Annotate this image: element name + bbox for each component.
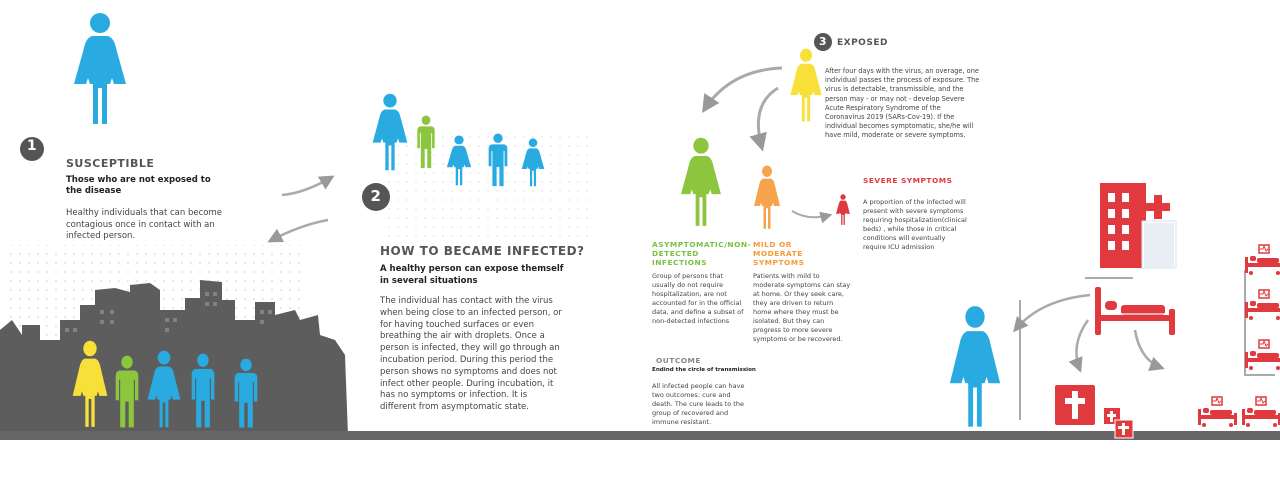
icu-bed-icon [1245, 338, 1280, 371]
step-2-title: HOW TO BECAME INFECTED? [380, 244, 585, 258]
icu-bed-icon [1245, 288, 1280, 321]
asymptomatic-body: Group of persons that usually do not require hospitalization, are not accounted for in the official data, and define a subset of non-detected infections [652, 272, 744, 325]
curved-arrow-icon [1010, 290, 1170, 390]
woman-figure-icon [752, 165, 782, 231]
woman-figure-icon [835, 194, 851, 226]
outcome-subtitle: Endind the circle of transmission [652, 367, 756, 373]
mild-title: MILD OR MODERATE SYMPTOMS [753, 240, 805, 267]
mild-body: Patients with mild to moderate symptoms can stay at home. Or they seek care, they are driven to return home where they must be isolated. But they can progress to more severe symptoms or be recovered. [753, 272, 851, 343]
step-1-body: Healthy individuals that can become contagious once in contact with an infected person. [66, 208, 222, 241]
step-1-subtitle: Those who are not exposed to the disease [66, 175, 211, 196]
step-1-number: 1 [26, 138, 38, 154]
cross-grave-icon [1055, 385, 1135, 440]
man-figure-icon [186, 353, 220, 430]
step-3-number: 3 [818, 35, 828, 48]
woman-figure-icon [370, 93, 410, 173]
man-figure-icon [413, 115, 439, 170]
woman-figure-icon [946, 305, 1004, 431]
curved-arrow-icon [270, 165, 350, 245]
man-figure-icon [110, 355, 144, 430]
icu-bed-icon [1198, 395, 1238, 428]
woman-figure-icon [520, 138, 546, 188]
woman-figure-icon [145, 350, 183, 430]
step-1-title: SUSCEPTIBLE [66, 157, 155, 170]
outcome-title: OUTCOME [656, 356, 701, 365]
step-3-body: After four days with the virus, an overage, one individual passes the process of exposure. The virus is detectable, transmissible, and the person may - or may not - develop Severe Acute Respiratory Syndrome of the Coronavirus 2019 (SARs-Cov-19). If the individual becomes symptomatic, she/he will have mild, moderate or severe symptoms. [825, 67, 980, 140]
woman-figure-icon [70, 12, 130, 128]
step-2-number: 2 [370, 187, 382, 205]
step-2-subtitle: A healthy person can expose themself in several situations [380, 264, 564, 286]
woman-figure-icon [678, 137, 724, 229]
man-figure-icon [484, 133, 512, 188]
woman-figure-icon [70, 340, 110, 430]
icu-bed-icon [1245, 243, 1280, 276]
asymptomatic-title: ASYMPTOMATIC/NON-DETECTED INFECTIONS [652, 240, 752, 267]
curved-arrow-icon [790, 205, 840, 225]
outcome-body: All infected people can have two outcomes: cure and death. The cure leads to the group of recovered and immune resistant. [652, 382, 745, 426]
severe-title: SEVERE SYMPTOMS [863, 176, 953, 185]
woman-figure-icon [445, 135, 473, 187]
step-3-title: EXPOSED [837, 38, 888, 48]
hospital-building-icon [1100, 183, 1180, 268]
severe-body: A proportion of the infected will present with severe symptoms requiring hospitalization(clinical beds) , while those in critical conditions will eventually require ICU admission [863, 198, 967, 251]
step-2-body: The individual has contact with the virus when being close to an infected person, or for having touched surfaces or even breathing the air with droplets. Once a person is infected, they will go through an incubation period. During this period the person shows no symptoms and does not infect other people. During incubation, it has no symptoms or infection. It is different from asymptomatic state. [380, 296, 562, 413]
icu-bed-icon [1242, 395, 1280, 428]
man-figure-icon [229, 358, 263, 430]
